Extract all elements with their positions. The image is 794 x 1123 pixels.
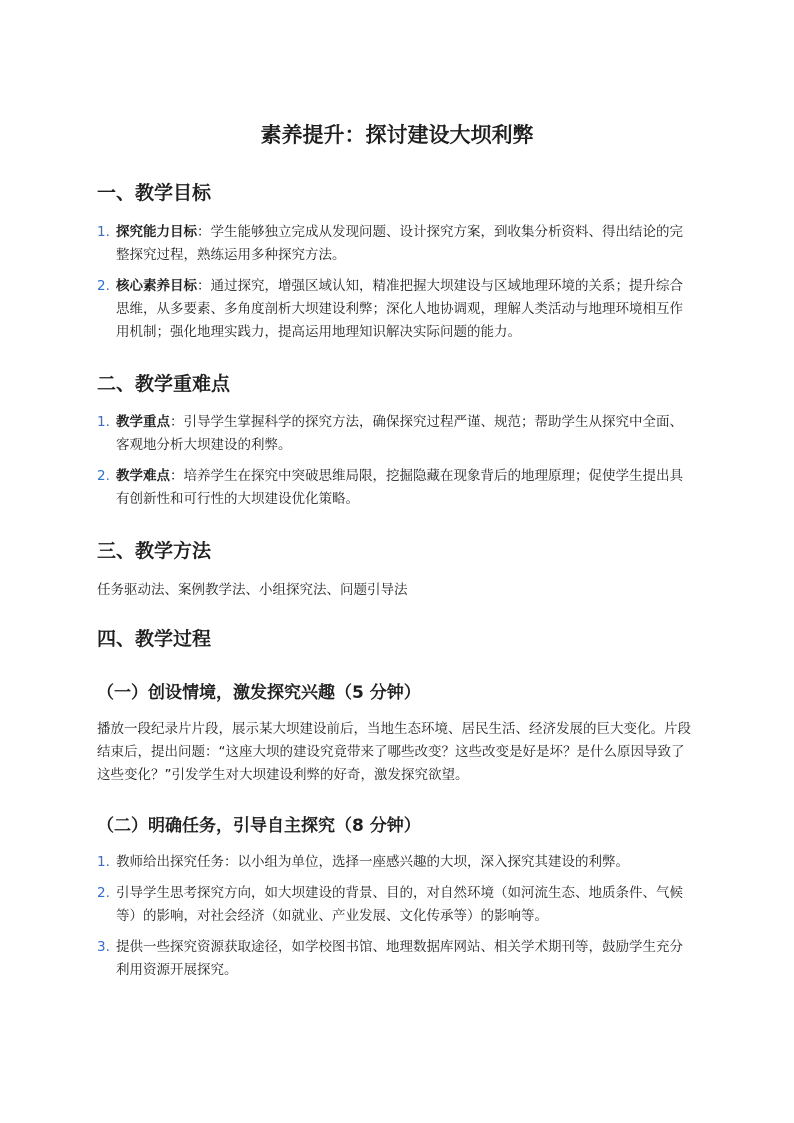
section-heading-key-points: 二、教学重难点 — [97, 373, 231, 395]
item-text: ：培养学生在探究中突破思维局限，挖掘隐藏在现象背后的地理原理；促使学生提出具有创新性和可行性的大坝建设优化策略。 — [116, 468, 683, 507]
list-item — [97, 465, 688, 511]
list-item — [97, 882, 688, 928]
list-item — [97, 221, 688, 267]
list-number: 3. — [97, 939, 110, 955]
goals-list — [97, 221, 697, 352]
section-heading-methods: 三、教学方法 — [97, 540, 212, 562]
list-item — [97, 936, 688, 982]
item-text: ：学生能够独立完成从发现问题、设计探究方案，到收集分析资料、得出结论的完整探究过程，熟练运用多种探究方法。 — [116, 224, 683, 263]
step1-heading: （一）创设情境，激发探究兴趣（5 分钟） — [97, 683, 421, 703]
list-number: 2. — [97, 468, 110, 484]
item-text: 教师给出探究任务：以小组为单位，选择一座感兴趣的大坝，深入探究其建设的利弊。 — [116, 854, 629, 870]
list-number: 1. — [97, 854, 110, 870]
list-item — [97, 275, 688, 344]
list-number: 2. — [97, 885, 110, 901]
item-text: 引导学生思考探究方向，如大坝建设的背景、目的，对自然环境（如河流生态、地质条件、气候等）的影响，对社会经济（如就业、产业发展、文化传承等）的影响等。 — [116, 885, 683, 924]
key-points-list — [97, 411, 697, 519]
list-number: 1. — [97, 414, 110, 430]
item-text: 提供一些探究资源获取途径，如学校图书馆、地理数据库网站、相关学术期刊等，鼓励学生充分利用资源开展探究。 — [116, 939, 683, 978]
item-label: 探究能力目标 — [116, 224, 197, 240]
item-label: 教学难点 — [116, 468, 170, 484]
list-number: 2. — [97, 278, 110, 294]
item-text: ：引导学生掌握科学的探究方法，确保探究过程严谨、规范；帮助学生从探究中全面、客观地分析大坝建设的利弊。 — [116, 414, 683, 453]
list-item — [97, 411, 688, 457]
section-heading-goals: 一、教学目标 — [97, 182, 212, 204]
page-title: 素养提升：探讨建设大坝利弊 — [260, 123, 534, 147]
item-label: 核心素养目标 — [116, 278, 197, 294]
step1-text: 播放一段纪录片片段，展示某大坝建设前后，当地生态环境、居民生活、经济发展的巨大变化。片段结束后，提出问题：“这座大坝的建设究竟带来了哪些改变？这些改变是好是坏？是什么原因导致了这些变化？”引发学生对大坝建设利弊的好奇，激发探究欲望。 — [97, 721, 691, 783]
step2-list — [97, 851, 697, 990]
list-item — [97, 851, 688, 874]
item-label: 教学重点 — [116, 414, 170, 430]
step2-heading: （二）明确任务，引导自主探究（8 分钟） — [97, 816, 421, 836]
item-text: ：通过探究，增强区域认知，精准把握大坝建设与区域地理环境的关系；提升综合思维，从多要素、多角度剖析大坝建设利弊；深化人地协调观，理解人类活动与地理环境相互作用机制；强化地理实践力，提高运用地理知识解决实际问题的能力。 — [116, 278, 683, 340]
methods-text: 任务驱动法、案例教学法、小组探究法、问题引导法 — [97, 582, 408, 598]
list-number: 1. — [97, 224, 110, 240]
section-heading-process: 四、教学过程 — [97, 628, 212, 650]
